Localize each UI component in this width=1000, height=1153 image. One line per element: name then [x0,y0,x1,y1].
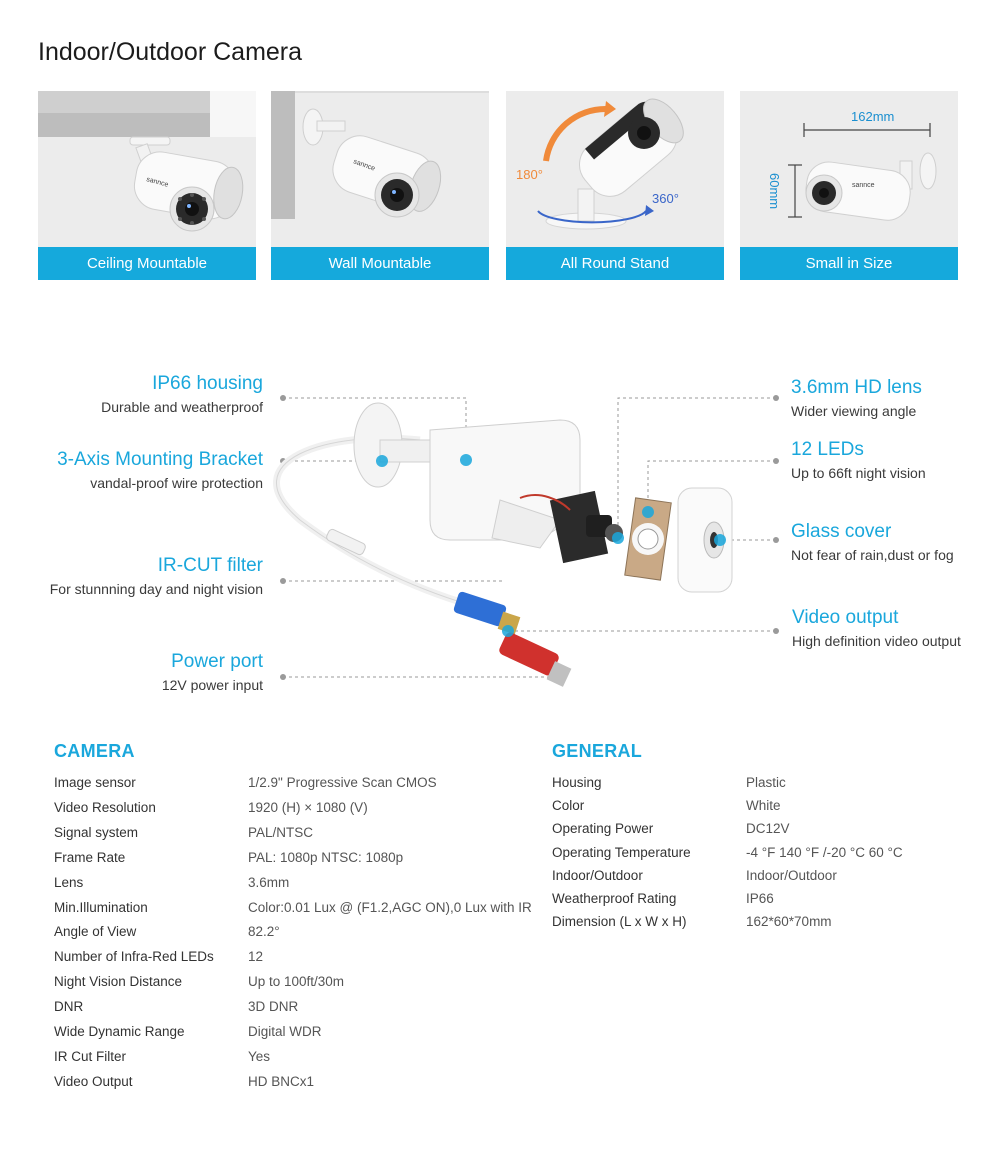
spec-key: IR Cut Filter [54,1048,127,1064]
callout-ir-cut-filter [50,555,263,599]
spec-value: 12 [248,949,264,965]
spec-key: Indoor/Outdoor [552,867,643,883]
general-spec-heading: GENERAL [552,741,643,761]
spec-key: Angle of View [54,924,137,940]
spec-value: HD BNCx1 [248,1073,315,1089]
callout-subtitle: vandal-proof wire protection [90,475,263,491]
spec-key: Lens [54,874,84,890]
spec-key: Signal system [54,824,139,840]
spec-key: Frame Rate [54,849,126,865]
camera-spec-heading: CAMERA [54,741,135,761]
spec-key: Operating Temperature [552,844,691,860]
spec-key: Image sensor [54,775,136,790]
brand-mark: sannce [852,182,875,189]
callout-subtitle: Wider viewing angle [791,403,917,419]
spec-value: Color:0.01 Lux @ (F1.2,AGC ON),0 Lux with IR [248,899,532,915]
spec-value: White [746,798,781,814]
callout-subtitle: High definition video output [792,633,961,649]
size-camera-image [740,91,958,247]
spec-value: IP66 [746,891,774,906]
spec-key: Housing [552,775,602,790]
spec-value: -4 °F 140 °F /-20 °C 60 °C [746,844,903,860]
feature-label: Small in Size [740,247,958,280]
callout-title: Video output [792,607,899,628]
callout-mounting-bracket [57,449,263,493]
spec-value: Yes [248,1048,271,1064]
spec-value: Up to 100ft/30m [248,974,345,990]
stand-camera-image [506,91,724,247]
spec-value: PAL: 1080p NTSC: 1080p [248,849,404,865]
width-dimension: 162mm [851,109,895,124]
spec-value: DC12V [746,821,790,837]
callout-glass-cover [791,521,954,565]
angle-360-label: 360° [652,191,679,206]
callout-title: 3-Axis Mounting Bracket [57,449,263,470]
spec-key: Video Resolution [54,799,156,815]
spec-key: Weatherproof Rating [552,891,677,906]
angle-180-label: 180° [516,167,543,182]
callout-subtitle: Durable and weatherproof [101,399,263,415]
spec-key: Night Vision Distance [54,974,183,990]
spec-value: 3.6mm [248,874,290,890]
feature-card-size [740,91,958,280]
callout-subtitle: Not fear of rain,dust or fog [791,547,954,563]
spec-key: Color [552,798,585,814]
feature-label: All Round Stand [506,247,724,280]
spec-key: Operating Power [552,821,654,837]
callout-subtitle: 12V power input [161,677,263,693]
callout-title: Power port [171,651,263,672]
callout-title: Glass cover [791,521,892,542]
spec-value: Indoor/Outdoor [746,867,837,883]
spec-key: Wide Dynamic Range [54,1024,185,1039]
callout-ip66-housing [101,373,263,417]
callout-video-output [792,607,961,651]
feature-card-stand [506,91,724,280]
feature-label: Wall Mountable [271,247,489,280]
spec-key: Video Output [54,1073,133,1089]
spec-value: 3D DNR [248,999,299,1015]
callout-leds [791,439,926,483]
spec-value: 1920 (H) × 1080 (V) [248,799,368,815]
spec-value: 82.2° [248,924,280,940]
callout-subtitle: For stunnning day and night vision [49,581,263,597]
page-title: Indoor/Outdoor Camera [38,38,303,66]
ceiling-camera-image [38,91,256,247]
callout-title: IP66 housing [152,373,263,394]
spec-key: Number of Infra-Red LEDs [54,949,214,965]
feature-card-ceiling [38,91,256,280]
spec-value: 1/2.9" Progressive Scan CMOS [248,775,437,790]
spec-key: Dimension (L x W x H) [552,914,687,930]
callout-title: 3.6mm HD lens [791,377,922,398]
brand-mark: sannce [352,158,376,173]
callout-power-port [162,651,263,695]
callout-title: 12 LEDs [791,439,864,460]
spec-value: Plastic [746,775,786,790]
spec-key: DNR [54,999,84,1015]
callout-hd-lens [791,377,922,421]
spec-value: Digital WDR [248,1024,322,1039]
height-dimension: 60mm [767,173,782,210]
spec-value: PAL/NTSC [248,824,314,840]
wall-camera-image [271,91,489,247]
feature-label: Ceiling Mountable [38,247,256,280]
spec-key: Min.Illumination [54,899,148,915]
brand-mark: sannce [145,176,170,189]
spec-value: 162*60*70mm [746,914,832,930]
callout-subtitle: Up to 66ft night vision [791,465,926,481]
camera-exploded-diagram [0,300,1000,720]
feature-card-wall [271,91,489,280]
callout-title: IR-CUT filter [157,555,263,576]
